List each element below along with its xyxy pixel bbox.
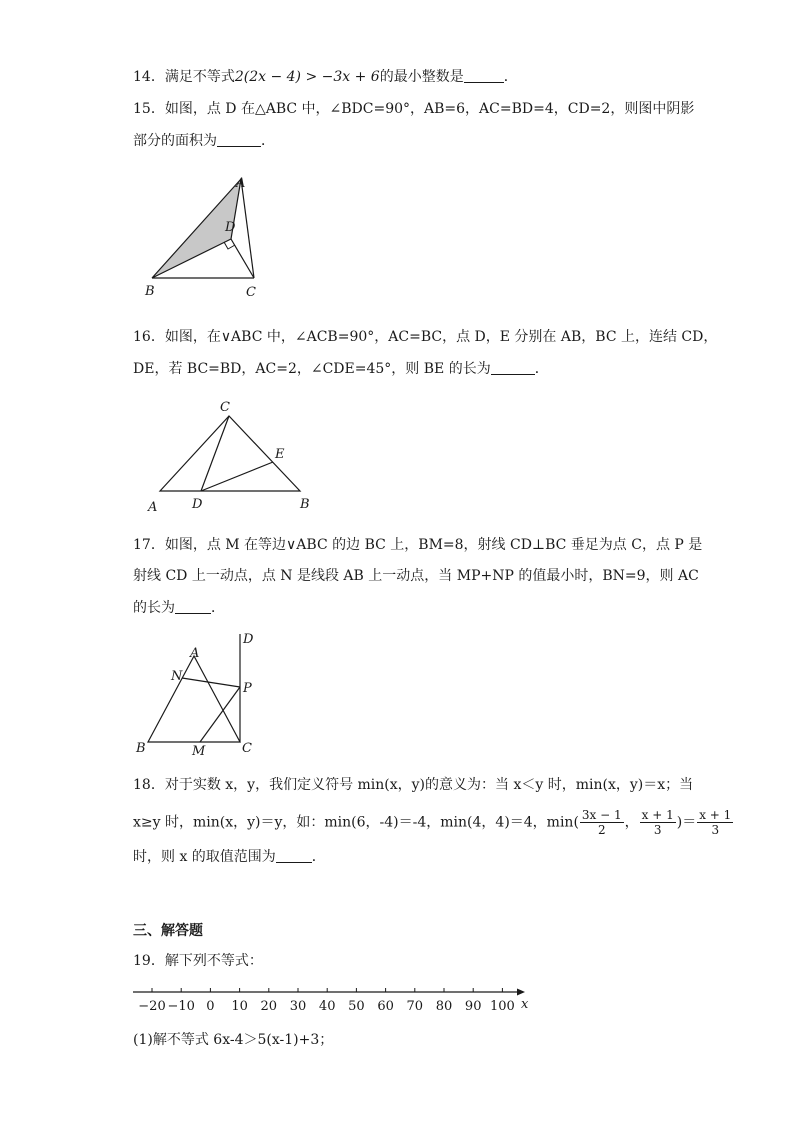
q16-label-d: D xyxy=(192,497,203,512)
q17-label-c: C xyxy=(242,741,252,756)
q14-text-b: 的最小整数是 xyxy=(379,69,464,85)
q18-fraction-1 xyxy=(580,808,624,837)
q15-label-b: B xyxy=(145,284,155,299)
q18-frac1-denominator: 2 xyxy=(597,823,606,837)
q18-equals: )＝ xyxy=(676,814,697,831)
number-line-tick-label: 70 xyxy=(406,999,424,1014)
question-14 xyxy=(133,67,518,87)
q19-line-1: 19．解下列不等式： xyxy=(133,953,263,969)
q15-figure xyxy=(140,170,280,305)
q14-inequality: 2(2x − 4) > −3x + 6 xyxy=(234,69,380,85)
q17-label-d: D xyxy=(243,632,254,647)
q17-segment-np xyxy=(182,678,240,687)
number-line-tick-label: 90 xyxy=(464,999,482,1014)
number-line-tick-label: 40 xyxy=(318,999,336,1014)
q17-line-1: 17．如图，点 M 在等边∨ABC 的边 BC 上，BM=8，射线 CD⊥BC 垂足为点 C，点 P 是 xyxy=(133,537,703,553)
q18-frac2-numerator: x + 1 xyxy=(641,808,674,822)
q18-line-3 xyxy=(133,847,326,867)
q17-end: ． xyxy=(211,600,225,616)
q16-label-c: C xyxy=(220,400,230,415)
q17-segment-mp xyxy=(200,687,240,742)
q15-answer-blank[interactable] xyxy=(217,132,261,147)
number-line-tick-label: 10 xyxy=(231,999,248,1014)
q18-frac1-numerator: 3x − 1 xyxy=(581,808,622,822)
q15-line-2-text: 部分的面积为 xyxy=(133,133,217,149)
q14-answer-blank[interactable] xyxy=(464,68,504,83)
number-line-tick-label: 20 xyxy=(260,999,278,1014)
q19-number-line xyxy=(133,978,533,1014)
q15-label-a: A xyxy=(236,176,246,191)
q17-line-2: 射线 CD 上一动点，点 N 是线段 AB 上一动点，当 MP+NP 的值最小时，BN=9，则 AC xyxy=(133,568,699,584)
q17-label-p: P xyxy=(243,681,252,696)
q16-label-a: A xyxy=(148,500,158,515)
q15-line-1: 15．如图，点 D 在△ABC 中，∠BDC=90°，AB=6，AC=BD=4，CD=2，则图中阴影 xyxy=(133,101,695,117)
q16-line-1: 16．如图，在∨ABC 中，∠ACB=90°，AC=BC，点 D，E 分别在 AB，BC 上，连结 CD， xyxy=(133,329,718,345)
q15-label-c: C xyxy=(246,285,256,300)
q16-segment-de xyxy=(201,462,273,491)
q18-fraction-3 xyxy=(697,808,733,837)
q17-answer-blank[interactable] xyxy=(175,599,211,614)
q18-line-3-text: 时，则 x 的取值范围为 xyxy=(133,849,276,865)
number-line-tick-label: −10 xyxy=(167,999,195,1014)
q18-line-2 xyxy=(133,808,734,837)
q18-answer-blank[interactable] xyxy=(276,848,312,863)
number-line-tick-label: 80 xyxy=(435,999,453,1014)
q16-line-2 xyxy=(133,359,549,379)
q18-line-1: 18．对于实数 x，y，我们定义符号 min(x，y)的意义为：当 x＜y 时，min(x，y)＝x；当 xyxy=(133,777,694,793)
q18-end: ． xyxy=(311,849,326,865)
q16-label-e: E xyxy=(275,447,285,462)
q17-label-a: A xyxy=(190,646,200,661)
q18-fraction-2 xyxy=(640,808,676,837)
q16-label-b: B xyxy=(300,497,310,512)
q14-text-a: 满足不等式 xyxy=(164,69,235,85)
number-line-tick-label: 50 xyxy=(348,999,365,1014)
q15-end: ． xyxy=(261,133,275,149)
q18-frac2-denominator: 3 xyxy=(653,823,662,837)
q15-segment-ac xyxy=(241,179,254,278)
number-line-arrow xyxy=(517,989,525,996)
q19-part-1: (1)解不等式 6x-4＞5(x-1)+3； xyxy=(133,1032,334,1048)
q16-end: ． xyxy=(534,361,549,377)
number-line-tick-label: 60 xyxy=(377,999,394,1014)
number-line-tick-label: 100 xyxy=(489,999,515,1014)
section-heading: 三、解答题 xyxy=(133,923,203,939)
q16-figure xyxy=(140,395,330,520)
number-line-tick-label: 0 xyxy=(206,999,215,1014)
q17-line-3 xyxy=(133,598,225,618)
q17-label-n: N xyxy=(171,669,183,684)
q16-segment-cd xyxy=(201,416,229,491)
q18-frac3-numerator: x + 1 xyxy=(699,808,732,822)
q18-line-2-text: x≥y 时，min(x，y)＝y，如：min(6，-4)＝-4，min(4，4)＝4，min( xyxy=(133,814,579,831)
q17-line-3-text: 的长为 xyxy=(133,600,175,616)
q17-label-m: M xyxy=(192,744,206,759)
q14-end: ． xyxy=(503,69,518,85)
q14-number: 14． xyxy=(133,69,165,85)
q17-figure xyxy=(130,630,270,760)
q17-triangle-abc xyxy=(148,656,240,742)
q15-line-2 xyxy=(133,131,275,151)
number-line-tick-label: −20 xyxy=(138,999,166,1014)
q18-separator: ， xyxy=(624,814,639,831)
q16-answer-blank[interactable] xyxy=(491,360,535,375)
q18-frac3-denominator: 3 xyxy=(711,823,720,837)
q17-label-b: B xyxy=(136,741,146,756)
number-line-axis-label: x xyxy=(521,997,529,1012)
number-line-tick-label: 30 xyxy=(289,999,307,1014)
q16-line-2-text: DE，若 BC=BD，AC=2，∠CDE=45°，则 BE 的长为 xyxy=(133,361,491,377)
q15-label-d: D xyxy=(225,220,236,235)
